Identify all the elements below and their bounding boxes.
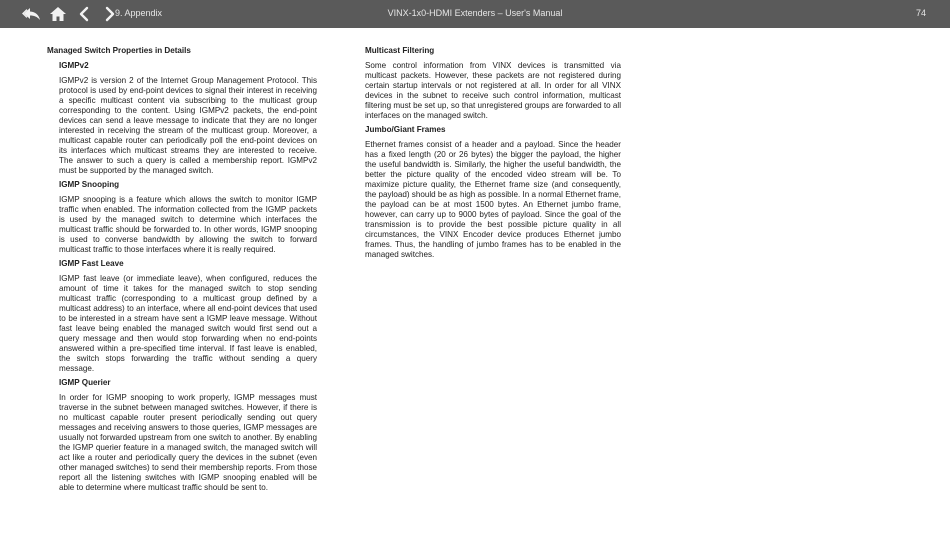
section-text: IGMP snooping is a feature which allows the switch to monitor IGMP traffic when enabled. The information collected from the IGMP packets is used by the managed switch to determine which interfaces the multicast traffic should be forwarded to. In other words, IGMP snooping is used to converse bandwidth by allowing the switch to forward multicast traffic to those interfaces where it is really required. <box>59 195 317 254</box>
section-title: IGMPv2 <box>59 61 89 70</box>
section-title: IGMP Fast Leave <box>59 259 124 268</box>
section-title: IGMP Querier <box>59 378 111 387</box>
right-column <box>365 46 621 264</box>
section-text: In order for IGMP snooping to work properly, IGMP messages must traverse in the subnet between managed switches. However, if there is no multicast capable router present periodically sending out query messages and receiving answers to those queries, IGMP messages are usually not forwarded upstream from one switch to another. By enabling the IGMP querier feature in a managed switch, the managed switch will act like a router and periodically query the devices in the subnet (even other managed switches) to send their membership reports. From those report all the listening switches with IGMP snooping enabled will be able to determine where multicast traffic should be sent to. <box>59 393 317 492</box>
page-heading: Managed Switch Properties in Details <box>47 46 191 55</box>
section-jumbo-frames <box>365 125 621 260</box>
left-column <box>47 46 317 497</box>
section-title: Jumbo/Giant Frames <box>365 125 446 134</box>
section-igmp-fast-leave <box>47 259 317 374</box>
section-igmp-snooping <box>47 180 317 255</box>
section-text: Ethernet frames consist of a header and a payload. Since the header has a fixed length (20 or 26 bytes) the bigger the payload, the higher the useful bandwidth is. Similarly, the higher the useful bandwidth, the better the picture quality of the encoded video stream will be. To maximize picture quality, the Ethernet frame size (and consequently, the payload) should be as high as possible. In a normal Ethernet frame, the payload can be at most 1500 bytes. An Ethernet jumbo frame, however, can carry up to 9000 bytes of payload. Since the goal of the transmission is to provide the best possible picture quality in all circumstances, the VINX Encoder device produces Ethernet jumbo frames. Thus, the handling of jumbo frames has to be enabled in the managed switches. <box>365 140 622 259</box>
section-text: IGMPv2 is version 2 of the Internet Group Management Protocol. This protocol is used by end-point devices to signal their interest in receiving a specific multicast content via subscribing to the multicast group corresponding to the content. Using IGMPv2 packets, the end-point devices can send a leave message to indicate that they are no longer interested in receiving the stream of the multicast group. Moreover, a multicast capable router can periodically poll the end-point devices on its interfaces which multicast streams they are interested to receive. The answer to such a query is called a membership report. IGMPv2 must be supported by the managed switch. <box>59 76 317 175</box>
section-title: Multicast Filtering <box>365 46 435 55</box>
document-title: VINX-1x0-HDMI Extenders – User's Manual <box>387 8 563 18</box>
section-title: IGMP Snooping <box>59 180 120 189</box>
section-label: 9. Appendix <box>115 8 163 18</box>
section-text: Some control information from VINX devices is transmitted via multicast packets. However, these packets are not registered during certain startup intervals or not registered at all. In order for all VINX devices in the subnet to receive such control information, multicast filtering must be set up, so that unregistered groups are forwarded to all interfaces on the managed switch. <box>365 61 621 120</box>
section-igmp-querier <box>47 378 317 493</box>
section-multicast-filtering <box>365 46 621 121</box>
page-number: 74 <box>915 8 926 18</box>
section-text: IGMP fast leave (or immediate leave), when configured, reduces the amount of time it takes for the managed switch to stop sending multicast traffic (corresponding to a multicast group defined by a multicast address) to an interface, where all end-point devices that used to be interested in a stream have sent a IGMP leave message. Without fast leave being enabled the managed switch would first send out a query message and then would stop forwarding when no end-points answered within a pre-specified time interval. If fast leave is enabled, the switch stops forwarding the traffic without sending a query message. <box>59 274 317 373</box>
top-bar <box>0 0 950 28</box>
section-igmpv2 <box>47 61 317 176</box>
